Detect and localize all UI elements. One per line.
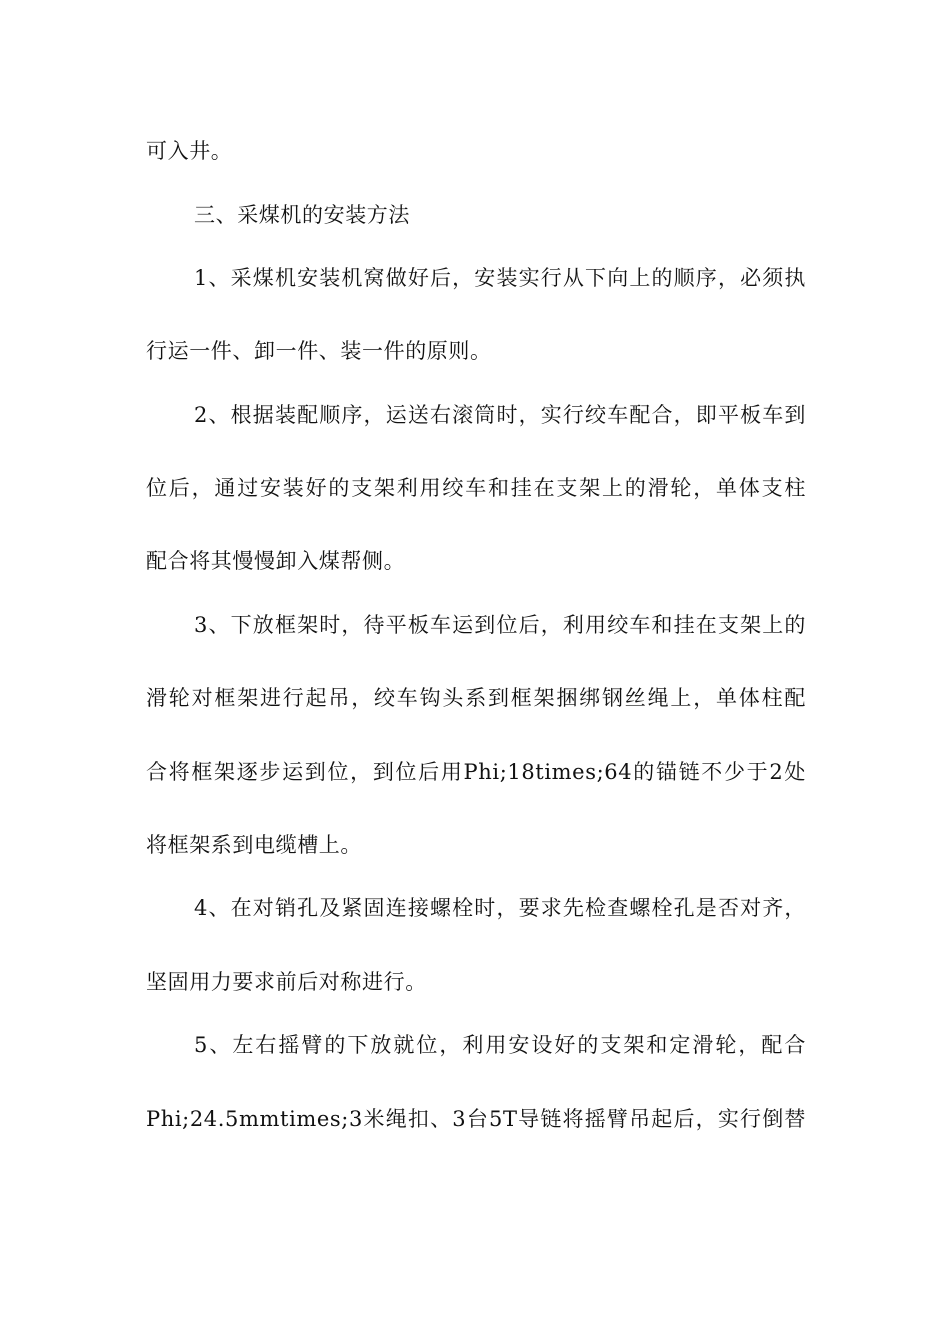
text-line-8: 3、下放框架时，待平板车运到位后，利用绞车和挂在支架上的 xyxy=(194,613,806,637)
text-line-1: 可入井。 xyxy=(146,139,233,163)
text-line-6: 位后，通过安装好的支架利用绞车和挂在支架上的滑轮，单体支柱 xyxy=(146,476,806,500)
text-line-13: 坚固用力要求前后对称进行。 xyxy=(146,970,427,994)
text-line-11: 将框架系到电缆槽上。 xyxy=(146,833,362,857)
text-line-5: 2、根据装配顺序，运送右滚筒时，实行绞车配合，即平板车到 xyxy=(194,403,806,427)
text-line-3: 1、采煤机安装机窝做好后，安装实行从下向上的顺序，必须执 xyxy=(194,266,806,290)
text-line-15: Phi;24.5mmtimes;3米绳扣、3台5T导链将摇臂吊起后，实行倒替 xyxy=(146,1107,806,1131)
text-line-4: 行运一件、卸一件、装一件的原则。 xyxy=(146,339,492,363)
text-line-10: 合将框架逐步运到位，到位后用Phi;18times;64的锚链不少于2处 xyxy=(146,760,806,784)
section-heading: 三、采煤机的安装方法 xyxy=(194,203,410,227)
text-line-9: 滑轮对框架进行起吊，绞车钩头系到框架捆绑钢丝绳上，单体柱配 xyxy=(146,686,806,710)
text-line-14: 5、左右摇臂的下放就位，利用安设好的支架和定滑轮，配合 xyxy=(194,1033,806,1057)
text-line-12: 4、在对销孔及紧固连接螺栓时，要求先检查螺栓孔是否对齐， xyxy=(194,896,806,920)
text-line-7: 配合将其慢慢卸入煤帮侧。 xyxy=(146,549,406,573)
